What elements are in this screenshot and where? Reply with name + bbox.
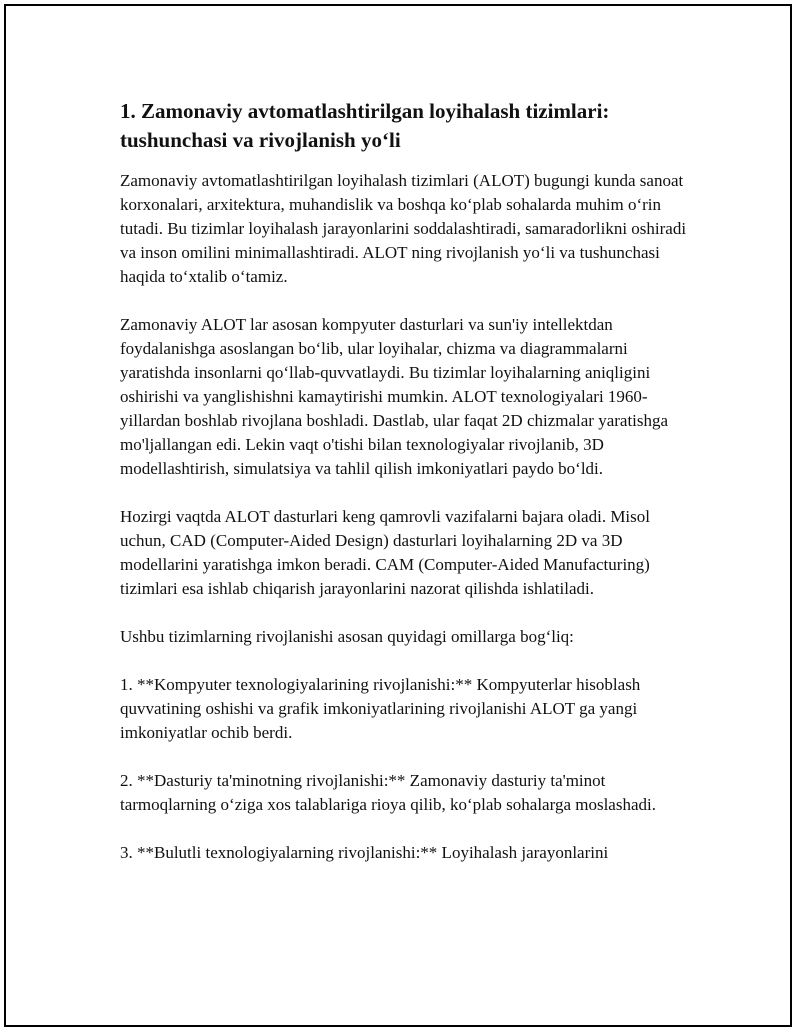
- paragraph-current-capabilities: Hozirgi vaqtda ALOT dasturlari keng qamrovli vazifalarni bajara oladi. Misol uchun, CAD (Computer-Aided Design) dasturlari loyihalarning 2D va 3D modellarini yaratishga imkon beradi. CAM (Computer-Aided Manufacturing) tizimlari esa ishlab chiqarish jarayonlarini nazorat qilishda ishlatiladi.: [120, 507, 650, 598]
- document-page: [4, 4, 792, 1027]
- list-item-software: 2. **Dasturiy ta'minotning rivojlanishi:** Zamonaviy dasturiy ta'minot tarmoqlarning o‘ziga xos talablariga rioya qilib, ko‘plab sohalarga moslashadi.: [120, 771, 656, 814]
- list-item-cloud: 3. **Bulutli texnologiyalarning rivojlanishi:** Loyihalash jarayonlarini: [120, 843, 609, 862]
- paragraph-alot-basics: Zamonaviy ALOT lar asosan kompyuter dasturlari va sun'iy intellektdan foydalanishga asoslangan bo‘lib, ular loyihalar, chizma va diagrammalarni yaratishda insonlarni qo‘llab-quvvatlaydi. Bu tizimlar loyihalarning aniqligini oshirishi va yanglishishni kamaytirishi mumkin. ALOT texnologiyalari 1960-yillardan boshlab rivojlana boshladi. Dastlab, ular faqat 2D chizmalar yaratishga mo'ljallangan edi. Lekin vaqt o'tishi bilan texnologiyalar rivojlanib, 3D modellashtirish, simulatsiya va tahlil qilish imkoniyatlari paydo bo‘ldi.: [120, 315, 669, 478]
- list-item-computer-tech: 1. **Kompyuter texnologiyalarining rivojlanishi:** Kompyuterlar hisoblash quvvatining oshishi va grafik imkoniyatlarining rivojlanishi ALOT ga yangi imkoniyatlar ochib berdi.: [120, 675, 641, 742]
- paragraph-intro: Zamonaviy avtomatlashtirilgan loyihalash tizimlari (ALOT) bugungi kunda sanoat korxonalari, arxitektura, muhandislik va boshqa ko‘plab sohalarda muhim o‘rin tutadi. Bu tizimlar loyihalash jarayonlarini soddalashtiradi, samaradorlikni oshiradi va inson omilini minimallashtiradi. ALOT ning rivojlanish yo‘li va tushunchasi haqida to‘xtalib o‘tamiz.: [120, 171, 687, 286]
- document-body: [120, 97, 700, 889]
- paragraph-factors-intro: Ushbu tizimlarning rivojlanishi asosan quyidagi omillarga bog‘liq:: [120, 627, 574, 646]
- document-heading: 1. Zamonaviy avtomatlashtirilgan loyihalash tizimlari: tushunchasi va rivojlanish yo‘li: [120, 99, 610, 152]
